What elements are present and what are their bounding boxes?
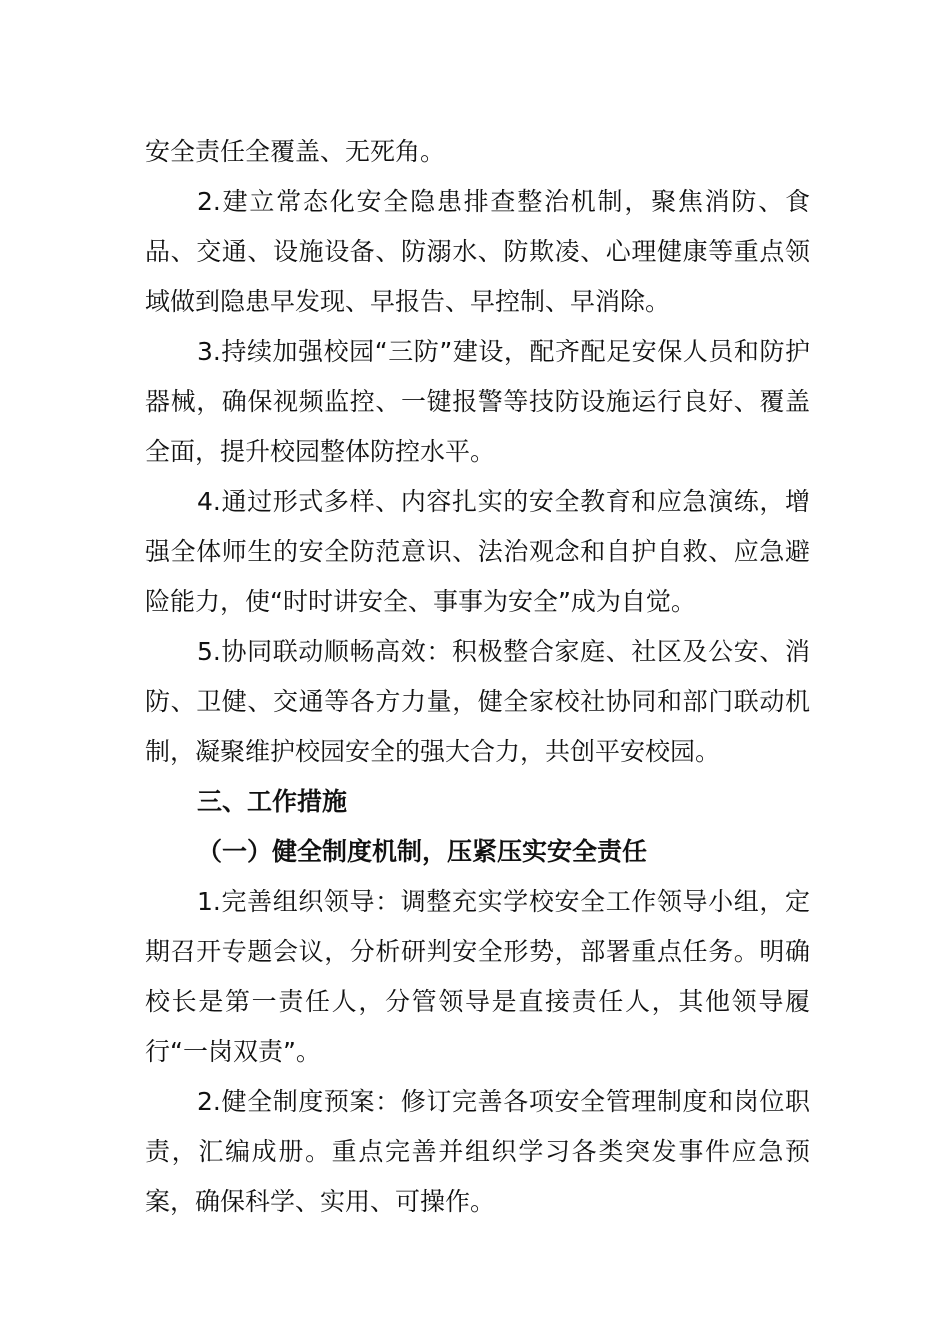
paragraph-measure-2: 2.健全制度预案：修订完善各项安全管理制度和岗位职责，汇编成册。重点完善并组织学习各类突发事件应急预案，确保科学、实用、可操作。	[145, 1087, 810, 1216]
paragraph-measure-1: 1.完善组织领导：调整充实学校安全工作领导小组，定期召开专题会议，分析研判安全形势，部署重点任务。明确校长是第一责任人，分管领导是直接责任人，其他领导履行“一岗双责”。	[145, 887, 810, 1066]
paragraph-goal-5: 5.协同联动顺畅高效：积极整合家庭、社区及公安、消防、卫健、交通等各方力量，健全家校社协同和部门联动机制，凝聚维护校园安全的强大合力，共创平安校园。	[145, 637, 810, 766]
paragraph-goal-2: 2.建立常态化安全隐患排查整治机制，聚焦消防、食品、交通、设施设备、防溺水、防欺凌、心理健康等重点领域做到隐患早发现、早报告、早控制、早消除。	[145, 187, 810, 316]
paragraph-goal-4: 4.通过形式多样、内容扎实的安全教育和应急演练，增强全体师生的安全防范意识、法治观念和自护自救、应急避险能力，使“时时讲安全、事事为安全”成为自觉。	[145, 487, 810, 616]
subsection-heading: （一）健全制度机制，压紧压实安全责任	[197, 837, 648, 866]
document-body	[145, 127, 810, 1227]
paragraph-continuation: 安全责任全覆盖、无死角。	[145, 137, 446, 166]
section-heading: 三、工作措施	[197, 787, 348, 816]
paragraph-goal-3: 3.持续加强校园“三防”建设，配齐配足安保人员和防护器械，确保视频监控、一键报警等技防设施运行良好、覆盖全面，提升校园整体防控水平。	[145, 337, 810, 466]
